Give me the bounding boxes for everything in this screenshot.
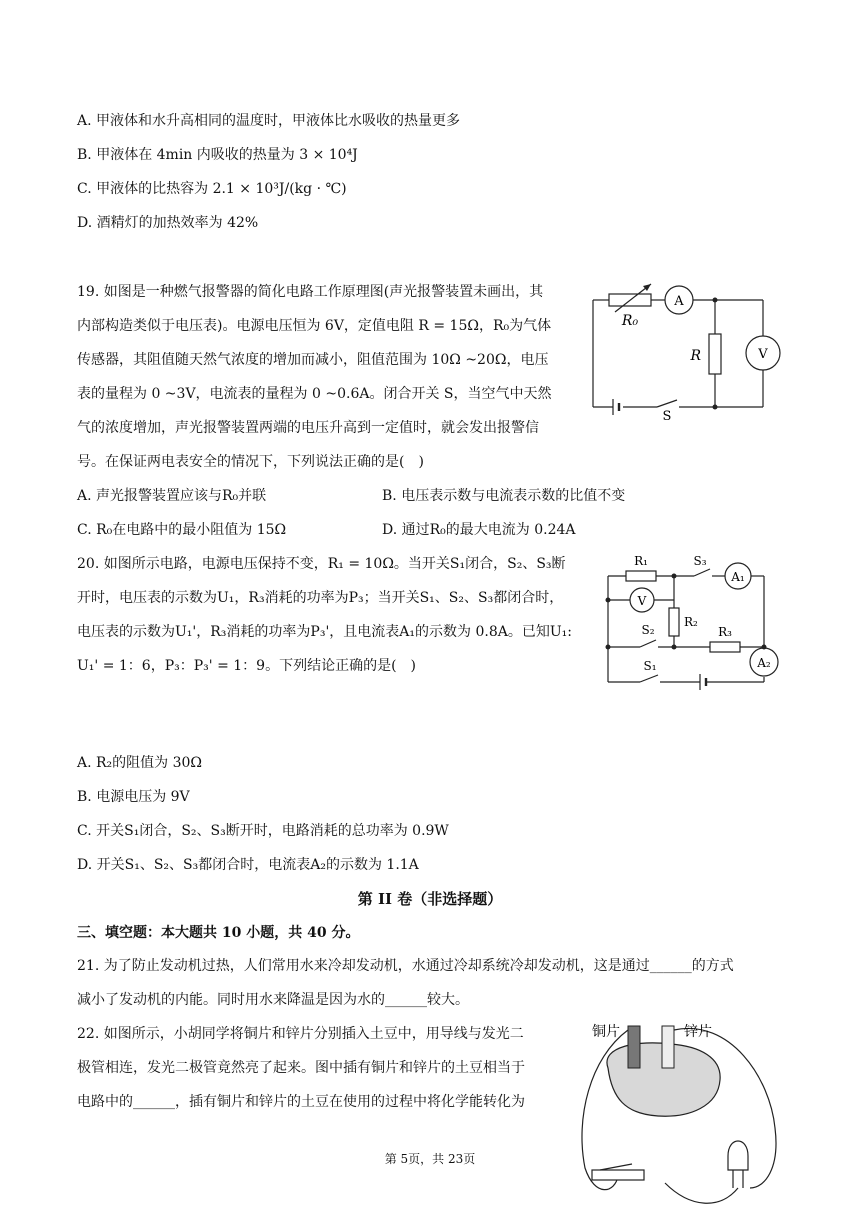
ammeter-label: A	[674, 294, 684, 309]
q21-text-line: 减小了发动机的内能。同时用水来降温是因为水的______较大。	[77, 992, 469, 1008]
copper-plate	[628, 1026, 640, 1068]
r-label: R	[690, 348, 701, 364]
q21-text-line: 21. 为了防止发动机过热，人们常用水来冷却发动机，水通过冷却系统冷却发动机，这是通过______的方式	[77, 958, 734, 974]
zinc-plate	[662, 1026, 674, 1068]
q19-circuit-diagram	[585, 282, 785, 422]
q19-text-line: 号。在保证两电表安全的情况下，下列说法正确的是( )	[77, 454, 424, 470]
s2-label: S₂	[641, 623, 655, 637]
q20-text-line: 开时，电压表的示数为U₁，R₃消耗的功率为P₃；当开关S₁、S₂、S₃都闭合时，	[77, 590, 564, 606]
r3-label: R₃	[718, 625, 732, 639]
r1-label: R₁	[634, 554, 648, 568]
r2-label: R₂	[684, 615, 698, 629]
s3-label: S₃	[693, 554, 707, 568]
part2-title: 第 II 卷（非选择题）	[357, 890, 503, 908]
a2-label: A₂	[757, 656, 771, 670]
a1-label: A₁	[731, 570, 745, 584]
q19-option-b: B. 电压表示数与电流表示数的比值不变	[382, 488, 626, 504]
q22-text-line: 22. 如图所示，小胡同学将铜片和锌片分别插入土豆中，用导线与发光二	[77, 1026, 524, 1042]
q20-option-b: B. 电源电压为 9V	[77, 789, 190, 805]
q18-option-a: A. 甲液体和水升高相同的温度时，甲液体比水吸收的热量更多	[77, 113, 461, 129]
r-resistor	[709, 334, 721, 374]
r0-label: R₀	[621, 313, 639, 329]
q19-option-a: A. 声光报警装置应该与R₀并联	[77, 488, 267, 504]
r2-resistor	[669, 608, 679, 636]
q19-option-d: D. 通过R₀的最大电流为 0.24A	[382, 522, 576, 538]
q20-circuit-diagram	[600, 550, 785, 690]
switch-label: S	[662, 409, 672, 422]
copper-label: 铜片	[592, 1024, 620, 1040]
q22-potato-battery-figure	[570, 1018, 790, 1216]
q20-text-line: U₁' = 1：6，P₃：P₃' = 1：9。下列结论正确的是( )	[77, 658, 416, 674]
q18-option-d: D. 酒精灯的加热效率为 42%	[77, 215, 259, 231]
q19-text-line: 表的量程为 0 ~3V，电流表的量程为 0 ~0.6A。闭合开关 S，当空气中天然	[77, 386, 552, 402]
q20-option-a: A. R₂的阻值为 30Ω	[77, 755, 203, 771]
q19-option-c: C. R₀在电路中的最小阻值为 15Ω	[77, 522, 287, 538]
q20-text-line: 电压表的示数为U₁'，R₃消耗的功率为P₃'，且电流表A₁的示数为 0.8A。已知U₁:	[77, 624, 572, 640]
s1-label: S₁	[643, 659, 657, 673]
page-footer: 第 5页，共 23页	[384, 1152, 476, 1166]
voltmeter-label: V	[758, 347, 768, 362]
q22-text-line: 电路中的______，插有铜片和锌片的土豆在使用的过程中将化学能转化为	[77, 1094, 525, 1110]
q18-option-b: B. 甲液体在 4min 内吸收的热量为 3 × 10⁴J	[77, 147, 358, 163]
q20-text-line: 20. 如图所示电路，电源电压保持不变，R₁ = 10Ω。当开关S₁闭合，S₂、S₃断	[77, 556, 566, 572]
r3-resistor	[710, 642, 740, 652]
section3-heading: 三、填空题：本大题共 10 小题，共 40 分。	[77, 925, 360, 941]
q19-text-line: 19. 如图是一种燃气报警器的简化电路工作原理图(声光报警装置未画出，其	[77, 284, 544, 300]
q20-option-d: D. 开关S₁、S₂、S₃都闭合时，电流表A₂的示数为 1.1A	[77, 857, 419, 873]
zinc-label: 锌片	[684, 1024, 712, 1040]
q19-text-line: 内部构造类似于电压表)。电源电压恒为 6V，定值电阻 R = 15Ω，R₀为气体	[77, 318, 552, 334]
q20-option-c: C. 开关S₁闭合，S₂、S₃断开时，电路消耗的总功率为 0.9W	[77, 823, 449, 839]
q18-option-c: C. 甲液体的比热容为 2.1 × 10³J/(kg · ℃)	[77, 181, 347, 197]
v-label: V	[637, 594, 647, 608]
q19-text-line: 传感器，其阻值随天然气浓度的增加而减小，阻值范围为 10Ω ~20Ω，电压	[77, 352, 549, 368]
q22-text-line: 极管相连，发光二极管竟然亮了起来。图中插有铜片和锌片的土豆相当于	[77, 1060, 525, 1076]
q19-text-line: 气的浓度增加，声光报警装置两端的电压升高到一定值时，就会发出报警信	[77, 420, 539, 436]
r1-resistor	[626, 571, 656, 581]
